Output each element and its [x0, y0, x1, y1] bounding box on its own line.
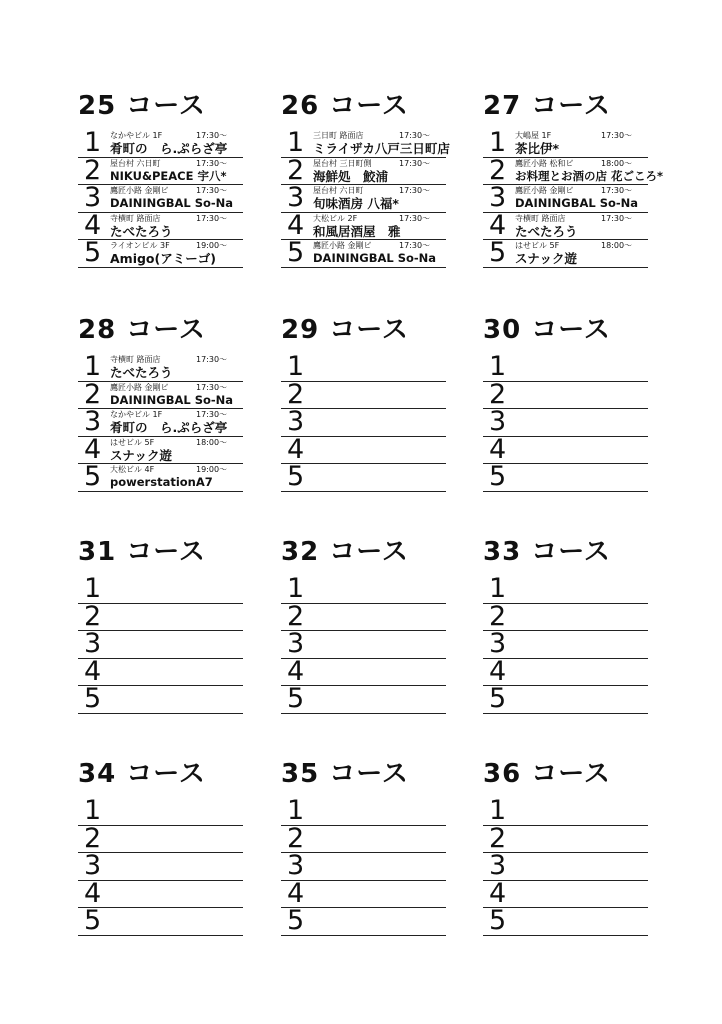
- course-block: [483, 534, 648, 714]
- course-stop-row: [78, 378, 243, 410]
- course-stop-row: [483, 573, 648, 604]
- course-stop-row: [483, 795, 648, 826]
- course-stop-row: [281, 628, 446, 659]
- stop-number: 3: [287, 850, 305, 881]
- stop-location: 鷹匠小路 金剛ビ: [515, 186, 574, 195]
- course-stop-list: [78, 351, 243, 492]
- course-stop-row: [78, 822, 243, 854]
- stop-location: 屋台村 六日町: [110, 158, 161, 168]
- stop-location: 寺横町 路面店: [515, 213, 566, 223]
- course-title: 33 コース: [483, 537, 611, 567]
- course-stop-row: [78, 182, 243, 213]
- stop-number: 3: [84, 182, 102, 213]
- course-stop-row: [78, 433, 243, 465]
- stop-number: 5: [287, 905, 305, 936]
- stop-number: 4: [287, 209, 305, 241]
- stop-start-time: 19:00〜: [196, 465, 228, 474]
- stop-shop-name: 茶比伊*: [515, 141, 560, 156]
- stop-number: 4: [84, 433, 102, 465]
- course-block: [281, 534, 446, 714]
- stop-number: 2: [287, 378, 305, 410]
- course-stop-row: [281, 573, 446, 604]
- stop-number: 2: [287, 600, 305, 632]
- stop-start-time: 17:30〜: [196, 186, 228, 195]
- course-stop-row: [281, 154, 446, 186]
- stop-start-time: 17:30〜: [601, 213, 633, 223]
- course-title: 25 コース: [78, 91, 206, 121]
- stop-number: 3: [84, 628, 102, 659]
- stop-number: 1: [287, 127, 305, 158]
- stop-number: 2: [489, 378, 507, 410]
- course-stop-list: [281, 573, 446, 714]
- course-stop-row: [78, 461, 243, 492]
- course-title: 26 コース: [281, 91, 409, 121]
- stop-shop-name: 旬味酒房 八福*: [313, 196, 399, 211]
- stop-shop-name: Amigo(アミーゴ): [110, 251, 216, 266]
- stop-number: 1: [489, 127, 507, 158]
- course-stop-list: [78, 795, 243, 936]
- stop-number: 5: [489, 237, 507, 268]
- stop-number: 5: [287, 461, 305, 492]
- course-stop-list: [483, 127, 664, 268]
- stop-location: 大松ビル 4F: [110, 465, 155, 474]
- stop-number: 2: [287, 154, 305, 186]
- stop-start-time: 18:00〜: [601, 241, 633, 250]
- course-stop-row: [281, 683, 446, 714]
- course-block: [78, 312, 243, 492]
- stop-number: 4: [287, 433, 305, 465]
- course-stop-row: [78, 905, 243, 936]
- course-stop-row: [483, 127, 648, 158]
- stop-shop-name: たべたろう: [110, 365, 173, 380]
- stop-shop-name: たべたろう: [110, 223, 173, 239]
- stop-number: 1: [489, 795, 507, 826]
- stop-start-time: 17:30〜: [399, 131, 431, 140]
- stop-location: 三日町 路面店: [313, 131, 364, 140]
- stop-shop-name: ミライザカ八戸三日町店: [313, 141, 450, 156]
- stop-start-time: 17:30〜: [196, 382, 228, 392]
- stop-number: 5: [489, 461, 507, 492]
- course-block: [281, 88, 450, 268]
- stop-location: 大松ビル 2F: [313, 213, 358, 223]
- stop-start-time: 17:30〜: [196, 158, 228, 168]
- stop-start-time: 17:30〜: [601, 186, 633, 195]
- stop-start-time: 17:30〜: [601, 131, 633, 140]
- stop-shop-name: DAININGBAL So-Na: [110, 196, 234, 210]
- stop-number: 1: [84, 127, 102, 158]
- course-title: 30 コース: [483, 315, 611, 345]
- stop-location: 寺横町 路面店: [110, 213, 161, 223]
- course-stop-list: [78, 573, 243, 714]
- stop-start-time: 18:00〜: [601, 158, 633, 168]
- course-stop-row: [281, 822, 446, 854]
- course-stop-row: [483, 600, 648, 632]
- stop-location: なかやビル 1F: [110, 131, 163, 140]
- stop-number: 4: [84, 655, 102, 687]
- stop-location: 鷹匠小路 松和ビ: [515, 158, 574, 168]
- stop-location: 屋台村 六日町: [313, 186, 364, 195]
- stop-number: 2: [489, 154, 507, 186]
- course-stop-row: [78, 795, 243, 826]
- course-stop-row: [483, 351, 648, 382]
- course-stop-list: [483, 351, 648, 492]
- course-stop-row: [281, 461, 446, 492]
- course-stop-row: [78, 406, 243, 437]
- stop-number: 1: [84, 573, 102, 604]
- stop-shop-name: 海鮮処 鮫浦: [313, 168, 389, 184]
- stop-start-time: 17:30〜: [399, 241, 431, 250]
- stop-location: 大嶋屋 1F: [515, 131, 552, 140]
- course-stop-row: [281, 850, 446, 881]
- course-stop-list: [281, 351, 446, 492]
- stop-number: 4: [489, 433, 507, 465]
- stop-start-time: 17:30〜: [196, 410, 228, 419]
- course-title: 36 コース: [483, 759, 611, 789]
- stop-shop-name: 肴町の ら.ぷらざ亭: [110, 420, 228, 435]
- stop-location: はせビル 5F: [110, 437, 155, 447]
- course-stop-row: [483, 905, 648, 936]
- course-stop-row: [78, 655, 243, 687]
- stop-number: 1: [287, 573, 305, 604]
- course-stop-list: [483, 573, 648, 714]
- course-stop-row: [78, 209, 243, 241]
- stop-shop-name: スナック遊: [515, 251, 578, 266]
- stop-number: 2: [84, 378, 102, 410]
- stop-number: 4: [489, 209, 507, 241]
- course-stop-row: [78, 600, 243, 632]
- course-stop-row: [78, 237, 243, 268]
- course-stop-row: [78, 351, 243, 382]
- stop-number: 1: [84, 351, 102, 382]
- course-stop-row: [78, 573, 243, 604]
- stop-shop-name: 和風居酒屋 雅: [313, 223, 401, 239]
- stop-number: 3: [84, 850, 102, 881]
- stop-start-time: 17:30〜: [196, 131, 228, 140]
- stop-number: 1: [489, 573, 507, 604]
- course-stop-row: [281, 237, 446, 268]
- course-stop-row: [483, 182, 648, 213]
- stop-shop-name: DAININGBAL So-Na: [515, 196, 639, 210]
- course-stop-row: [483, 461, 648, 492]
- course-block: [281, 312, 446, 492]
- stop-start-time: 18:00〜: [196, 437, 228, 447]
- course-stop-list: [78, 127, 243, 268]
- stop-number: 3: [287, 182, 305, 213]
- course-stop-row: [281, 600, 446, 632]
- stop-number: 3: [489, 406, 507, 437]
- course-stop-row: [281, 795, 446, 826]
- course-stop-row: [78, 850, 243, 881]
- stop-number: 4: [287, 655, 305, 687]
- stop-number: 5: [84, 905, 102, 936]
- course-stop-row: [281, 182, 446, 213]
- course-stop-row: [483, 822, 648, 854]
- stop-number: 3: [287, 406, 305, 437]
- stop-number: 2: [84, 822, 102, 854]
- stop-number: 4: [287, 877, 305, 909]
- stop-number: 4: [84, 209, 102, 241]
- stop-location: ライオンビル 3F: [110, 241, 170, 250]
- course-block: [78, 534, 243, 714]
- stop-number: 2: [489, 822, 507, 854]
- course-stop-list: [281, 127, 450, 268]
- course-stop-row: [281, 351, 446, 382]
- course-stop-row: [483, 655, 648, 687]
- stop-location: 鷹匠小路 金剛ビ: [313, 241, 372, 250]
- course-title: 35 コース: [281, 759, 409, 789]
- course-stop-list: [483, 795, 648, 936]
- stop-start-time: 17:30〜: [399, 158, 431, 168]
- stop-number: 1: [489, 351, 507, 382]
- stop-location: 屋台村 三日町側: [313, 158, 372, 168]
- stop-number: 4: [489, 655, 507, 687]
- course-title: 28 コース: [78, 315, 206, 345]
- stop-number: 2: [84, 154, 102, 186]
- course-stop-row: [483, 433, 648, 465]
- course-block: [483, 88, 664, 268]
- stop-shop-name: DAININGBAL So-Na: [313, 251, 437, 265]
- course-title: 31 コース: [78, 537, 206, 567]
- stop-shop-name: たべたろう: [515, 223, 578, 239]
- course-block: [483, 312, 648, 492]
- course-stop-row: [78, 628, 243, 659]
- course-stop-row: [483, 406, 648, 437]
- stop-start-time: 17:30〜: [196, 355, 228, 364]
- course-stop-row: [281, 877, 446, 909]
- stop-shop-name: 肴町の ら.ぷらざ亭: [110, 141, 228, 156]
- stop-number: 4: [489, 877, 507, 909]
- course-stop-row: [483, 628, 648, 659]
- course-stop-row: [281, 378, 446, 410]
- stop-start-time: 17:30〜: [196, 213, 228, 223]
- course-title: 27 コース: [483, 91, 611, 121]
- course-stop-row: [281, 406, 446, 437]
- course-stop-list: [281, 795, 446, 936]
- stop-location: 鷹匠小路 金剛ビ: [110, 382, 169, 392]
- course-stop-row: [281, 127, 450, 158]
- stop-number: 3: [84, 406, 102, 437]
- stop-number: 3: [489, 182, 507, 213]
- stop-location: はせビル 5F: [515, 241, 560, 250]
- course-block: [483, 756, 648, 936]
- stop-shop-name: スナック遊: [110, 447, 173, 463]
- stop-number: 3: [287, 628, 305, 659]
- stop-number: 5: [489, 683, 507, 714]
- stop-start-time: 17:30〜: [399, 186, 431, 195]
- course-stop-row: [483, 237, 648, 268]
- stop-shop-name: NIKU&PEACE 宇八*: [110, 168, 227, 183]
- stop-number: 1: [287, 795, 305, 826]
- stop-location: なかやビル 1F: [110, 410, 163, 419]
- course-block: [78, 756, 243, 936]
- course-stop-row: [281, 905, 446, 936]
- course-stop-row: [483, 154, 664, 186]
- course-stop-row: [483, 378, 648, 410]
- course-title: 29 コース: [281, 315, 409, 345]
- stop-number: 2: [84, 600, 102, 632]
- course-stop-row: [281, 655, 446, 687]
- stop-number: 5: [84, 237, 102, 268]
- stop-location: 寺横町 路面店: [110, 355, 161, 364]
- course-title: 34 コース: [78, 759, 206, 789]
- course-stop-row: [483, 850, 648, 881]
- course-stop-row: [78, 154, 243, 186]
- course-title: 32 コース: [281, 537, 409, 567]
- stop-location: 鷹匠小路 金剛ビ: [110, 186, 169, 195]
- stop-start-time: 17:30〜: [399, 213, 431, 223]
- course-stop-row: [483, 209, 648, 241]
- stop-number: 4: [84, 877, 102, 909]
- stop-number: 5: [489, 905, 507, 936]
- course-stop-row: [281, 209, 446, 241]
- course-stop-row: [281, 433, 446, 465]
- course-stop-row: [483, 683, 648, 714]
- stop-number: 1: [287, 351, 305, 382]
- stop-number: 2: [287, 822, 305, 854]
- stop-number: 3: [489, 850, 507, 881]
- stop-number: 1: [84, 795, 102, 826]
- stop-shop-name: powerstationA7: [110, 475, 213, 489]
- stop-shop-name: DAININGBAL So-Na: [110, 392, 234, 407]
- stop-shop-name: お料理とお酒の店 花ごころ*: [515, 168, 664, 183]
- stop-number: 3: [489, 628, 507, 659]
- stop-start-time: 19:00〜: [196, 241, 228, 250]
- course-block: [78, 88, 243, 268]
- stop-number: 5: [287, 683, 305, 714]
- stop-number: 5: [287, 237, 305, 268]
- stop-number: 2: [489, 600, 507, 632]
- course-stop-row: [78, 127, 243, 158]
- course-stop-row: [78, 683, 243, 714]
- course-stop-row: [78, 877, 243, 909]
- stop-number: 5: [84, 683, 102, 714]
- stop-number: 5: [84, 461, 102, 492]
- course-stop-row: [483, 877, 648, 909]
- course-block: [281, 756, 446, 936]
